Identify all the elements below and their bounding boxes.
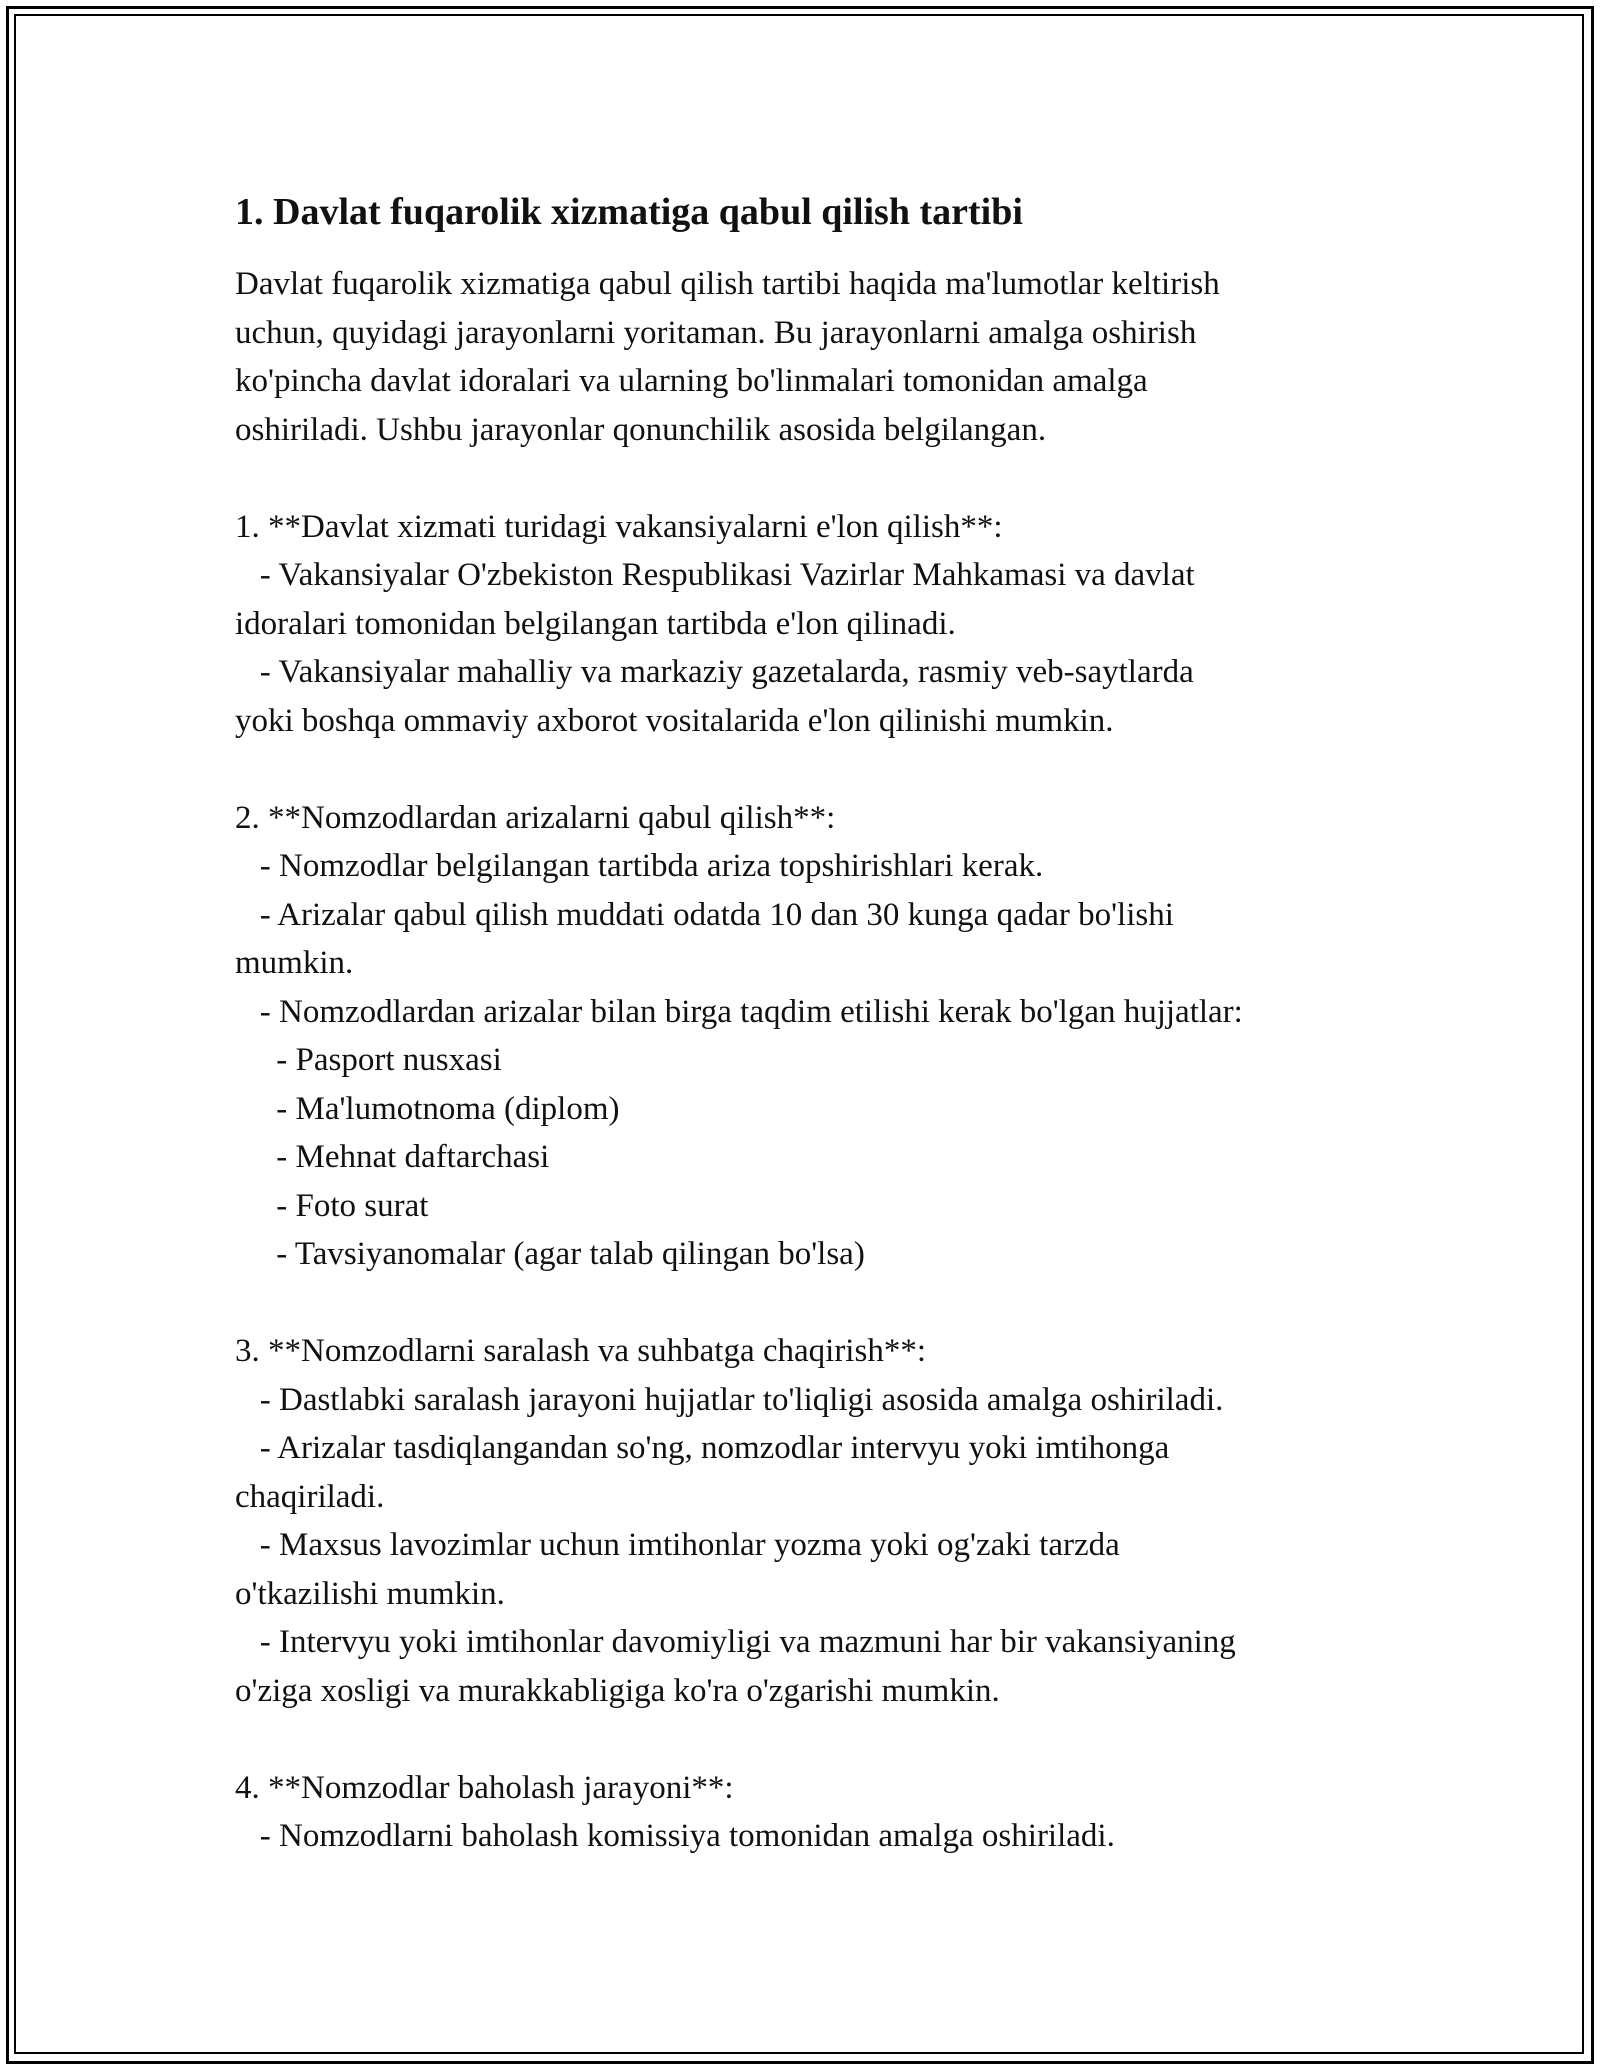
section-line: yoki boshqa ommaviy axborot vositalarida e'lon qilinishi mumkin. xyxy=(235,702,1114,739)
paragraph-gap xyxy=(235,745,1395,794)
section-3 xyxy=(235,1327,1395,1715)
intro-line: uchun, quyidagi jarayonlarni yoritaman. Bu jarayonlarni amalga oshirish xyxy=(235,314,1197,351)
section-heading: 1. **Davlat xizmati turidagi vakansiyalarni e'lon qilish**: xyxy=(235,508,1003,545)
section-line: idoralari tomonidan belgilangan tartibda e'lon qilinadi. xyxy=(235,605,956,642)
section-line: - Vakansiyalar mahalliy va markaziy gazetalarda, rasmiy veb-saytlarda xyxy=(235,654,1194,690)
section-1 xyxy=(235,503,1395,746)
section-line: - Arizalar qabul qilish muddati odatda 10 dan 30 kunga qadar bo'lishi xyxy=(235,896,1174,933)
section-line: chaqiriladi. xyxy=(235,1478,385,1515)
section-line: mumkin. xyxy=(235,945,354,981)
section-line: - Vakansiyalar O'zbekiston Respublikasi Vazirlar Mahkamasi va davlat xyxy=(235,557,1195,593)
section-line: - Maxsus lavozimlar uchun imtihonlar yozma yoki og'zaki tarzda xyxy=(235,1527,1120,1563)
section-line: - Arizalar tasdiqlangandan so'ng, nomzodlar intervyu yoki imtihonga xyxy=(235,1430,1170,1466)
section-line: - Dastlabki saralash jarayoni hujjatlar to'liqligi asosida amalga oshiriladi. xyxy=(235,1381,1224,1418)
sub-list-item: - Pasport nusxasi xyxy=(235,1042,502,1078)
section-4 xyxy=(235,1764,1395,1861)
intro-line: Davlat fuqarolik xizmatiga qabul qilish tartibi haqida ma'lumotlar keltirish xyxy=(235,266,1220,302)
intro-line: oshiriladi. Ushbu jarayonlar qonunchilik asosida belgilangan. xyxy=(235,411,1047,448)
intro-line: ko'pincha davlat idoralari va ularning bo'linmalari tomonidan amalga xyxy=(235,363,1148,399)
section-line: - Nomzodlarni baholash komissiya tomonidan amalga oshiriladi. xyxy=(235,1818,1115,1854)
section-heading: 4. **Nomzodlar baholash jarayoni**: xyxy=(235,1769,734,1806)
sub-list-item: - Mehnat daftarchasi xyxy=(235,1139,550,1175)
paragraph-gap xyxy=(235,1715,1395,1764)
document-title: 1. Davlat fuqarolik xizmatiga qabul qilish tartibi xyxy=(235,191,1023,233)
document-body xyxy=(235,186,1395,1861)
section-line: o'ziga xosligi va murakkabligiga ko'ra o'zgarishi mumkin. xyxy=(235,1672,1000,1709)
section-line: - Nomzodlar belgilangan tartibda ariza topshirishlari kerak. xyxy=(235,848,1044,884)
section-line: - Nomzodlardan arizalar bilan birga taqdim etilishi kerak bo'lgan hujjatlar: xyxy=(235,993,1243,1030)
section-2 xyxy=(235,794,1395,1279)
sub-list-item: - Tavsiyanomalar (agar talab qilingan bo'lsa) xyxy=(235,1236,865,1272)
sub-list-item: - Foto surat xyxy=(235,1187,429,1224)
paragraph-gap xyxy=(235,1279,1395,1328)
section-line: - Intervyu yoki imtihonlar davomiyligi va mazmuni har bir vakansiyaning xyxy=(235,1624,1236,1660)
section-heading: 3. **Nomzodlarni saralash va suhbatga chaqirish**: xyxy=(235,1333,926,1369)
section-heading: 2. **Nomzodlardan arizalarni qabul qilish**: xyxy=(235,799,836,836)
section-line: o'tkazilishi mumkin. xyxy=(235,1575,505,1612)
paragraph-gap xyxy=(235,454,1395,503)
intro-paragraph xyxy=(235,260,1395,454)
sub-list-item: - Ma'lumotnoma (diplom) xyxy=(235,1090,620,1127)
